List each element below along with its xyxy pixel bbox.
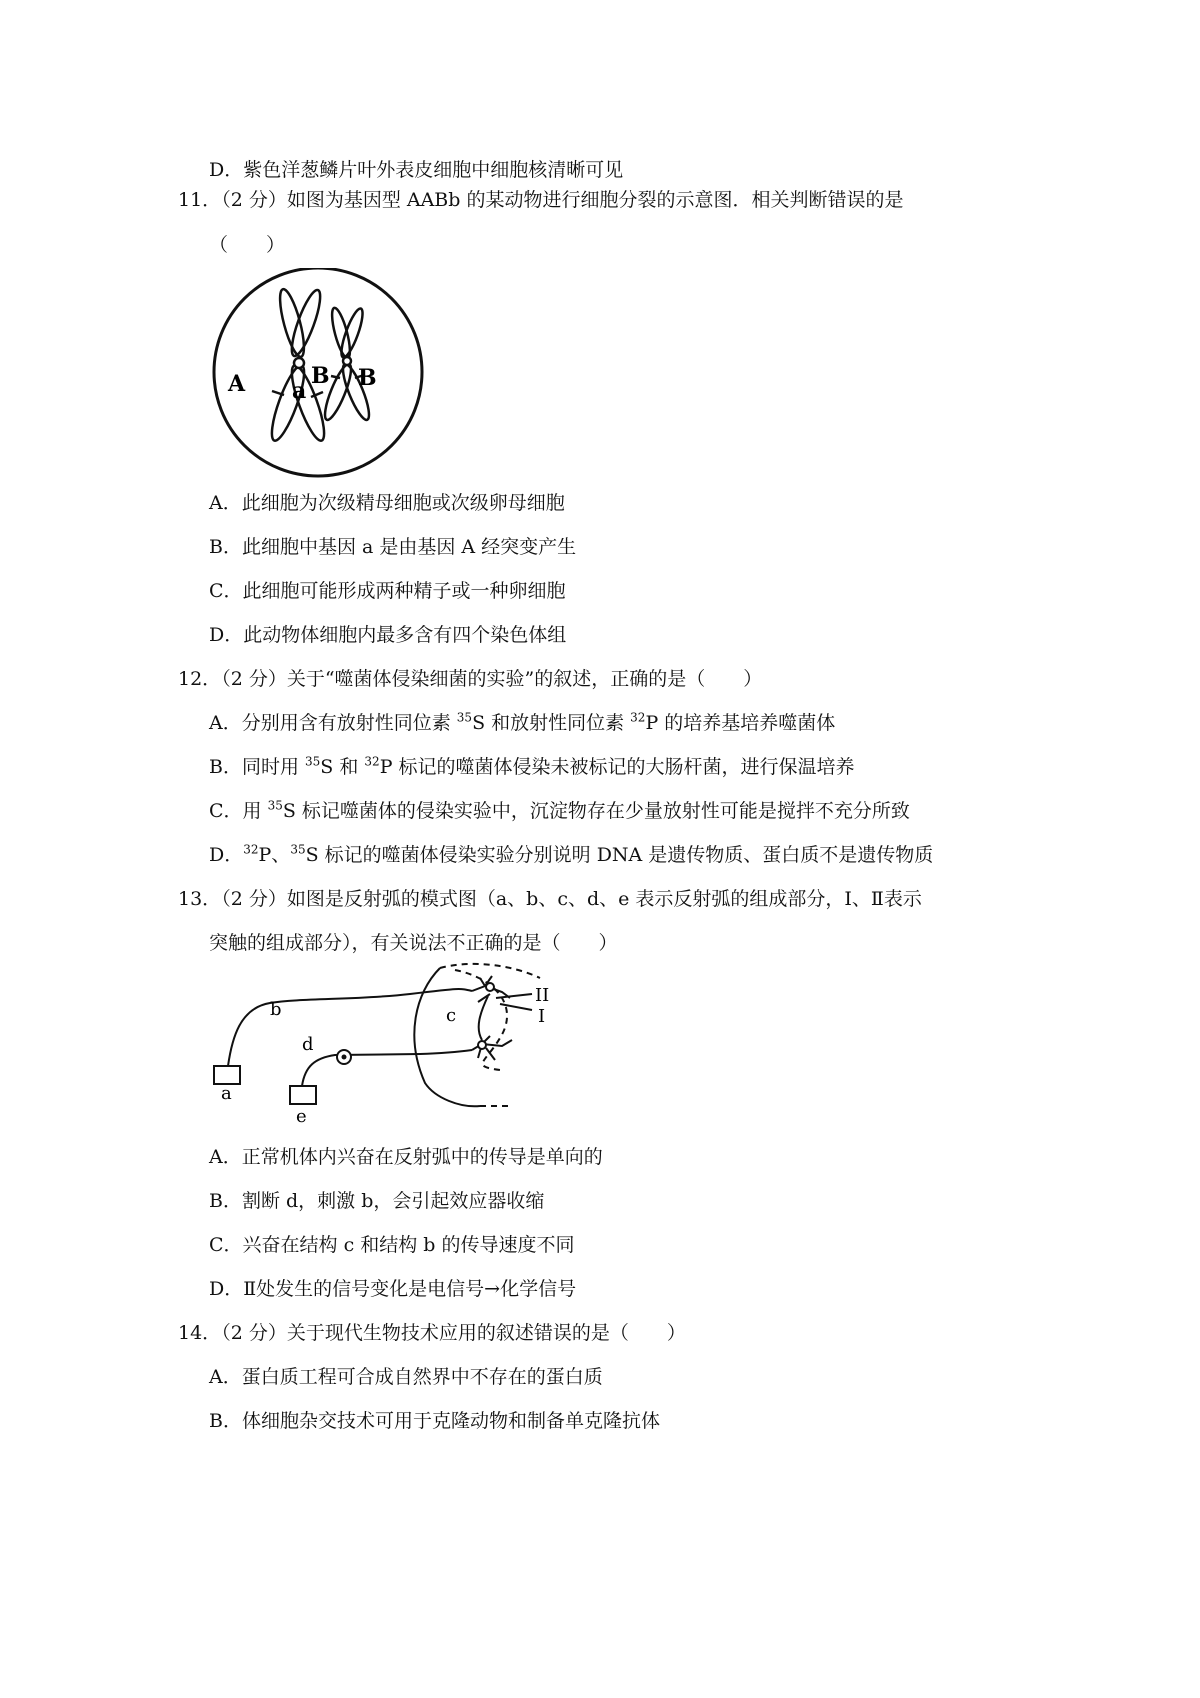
gene-label-A: A [228,371,246,397]
question-11-option-d: D．此动物体细胞内最多含有四个染色体组 [209,624,567,646]
question-13-option-b: B．割断 d，刺激 b，会引起效应器收缩 [209,1190,545,1212]
question-11-option-b: B．此细胞中基因 a 是由基因 A 经突变产生 [209,536,577,558]
reflex-label-e: e [296,1106,307,1127]
gene-label-a: a [292,378,307,404]
reflex-arc-figure [210,958,570,1128]
question-12-stem: 12．（2 分）关于“噬菌体侵染细菌的实验”的叙述，正确的是（ ） [178,668,763,690]
question-11-option-c: C．此细胞可能形成两种精子或一种卵细胞 [209,580,566,602]
question-11-option-a: A．此细胞为次级精母细胞或次级卵母细胞 [209,492,565,514]
question-14-stem: 14．（2 分）关于现代生物技术应用的叙述错误的是（ ） [178,1322,686,1344]
question-12-option-a: A．分别用含有放射性同位素 $^{35}$S 和放射性同位素 $^{32}$P 的培养基培养噬菌体 [209,710,836,734]
question-12-option-b: B．同时用 $^{35}$S 和 $^{32}$P 标记的噬菌体侵染未被标记的大肠杆菌，进行保温培养 [209,754,855,778]
question-13-stem: 13．（2 分）如图是反射弧的模式图（a、b、c、d、e 表示反射弧的组成部分，Ⅰ、Ⅱ表示 [178,888,922,910]
question-11-answer-blank: （ ） [209,234,286,256]
question-11-stem: 11．（2 分）如图为基因型 AABb 的某动物进行细胞分裂的示意图．相关判断错误的是 [178,189,904,211]
question-12-option-c: C．用 $^{35}$S 标记噬菌体的侵染实验中，沉淀物存在少量放射性可能是搅拌不充分所致 [209,798,910,822]
reflex-label-a: a [221,1083,232,1104]
gene-label-B-left: B [311,363,330,389]
question-13-stem-continued: 突触的组成部分），有关说法不正确的是（ ） [209,932,618,954]
cell-division-figure [210,268,430,478]
gene-label-B-right: B [358,365,377,391]
reflex-label-b: b [270,999,282,1020]
reflex-label-c: c [446,1005,457,1026]
synapse-label-II: II [535,985,550,1006]
question-14-option-b: B．体细胞杂交技术可用于克隆动物和制备单克隆抗体 [209,1410,660,1432]
question-12-option-d: D．$^{32}$P、$^{35}$S 标记的噬菌体侵染实验分别说明 DNA 是遗传物质、蛋白质不是遗传物质 [209,842,934,866]
question-13-option-d: D．Ⅱ处发生的信号变化是电信号→化学信号 [209,1278,577,1300]
synapse-label-I: I [538,1006,546,1027]
question-13-option-c: C．兴奋在结构 c 和结构 b 的传导速度不同 [209,1234,575,1256]
question-14-option-a: A．蛋白质工程可合成自然界中不存在的蛋白质 [209,1366,603,1388]
option-d-previous: D．紫色洋葱鳞片叶外表皮细胞中细胞核清晰可见 [209,159,624,181]
reflex-label-d: d [302,1034,314,1055]
question-13-option-a: A．正常机体内兴奋在反射弧中的传导是单向的 [209,1146,603,1168]
